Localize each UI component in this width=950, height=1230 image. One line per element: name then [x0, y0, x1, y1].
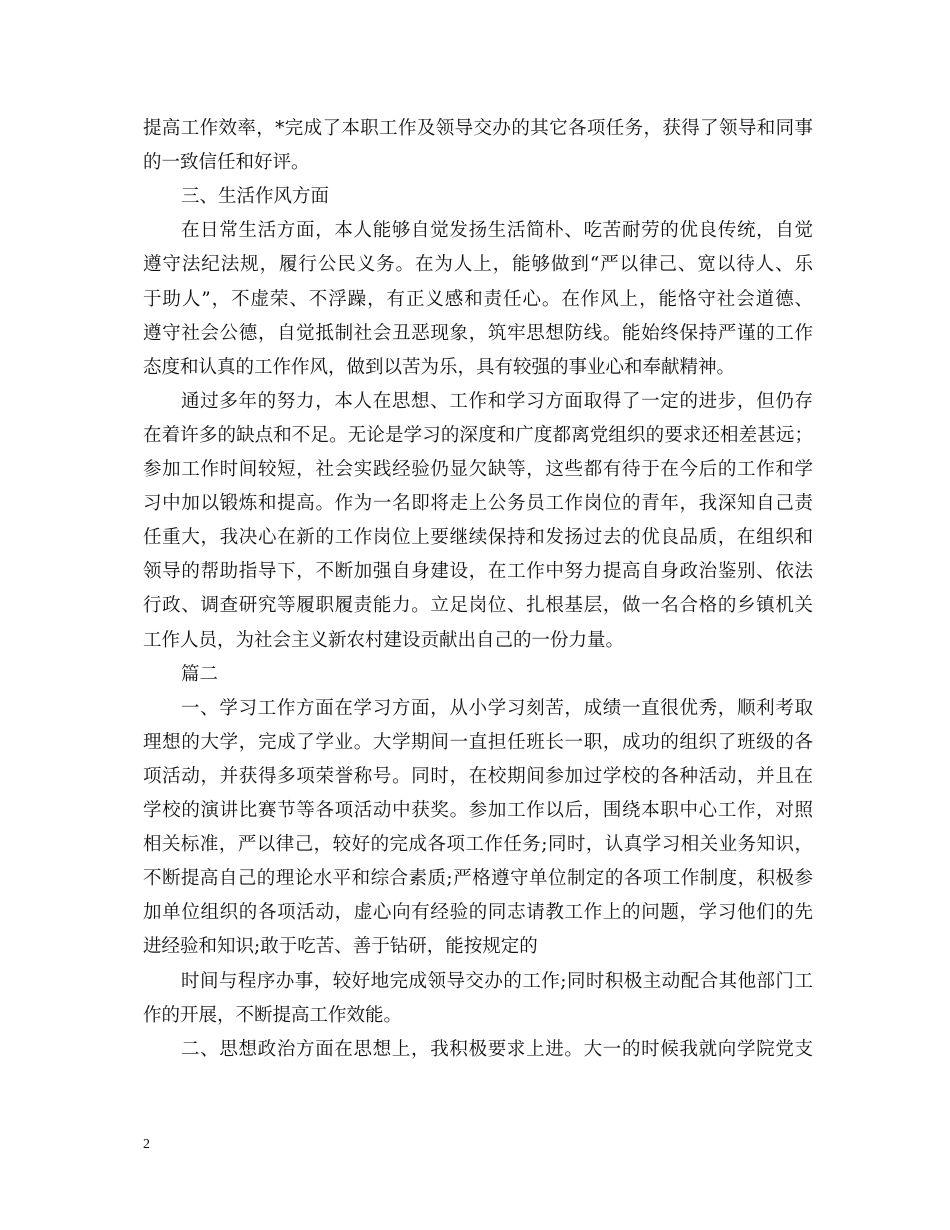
text-line: 提高工作效率，*完成了本职工作及领导交办的其它各项任务，获得了领导和同事: [143, 118, 813, 139]
text-line: 领导的帮助指导下，不断加强自身建设，在工作中努力提高自身政治鉴别、依法: [143, 561, 813, 583]
text-line: 参加工作时间较短，社会实践经验仍显欠缺等，这些都有待于在今后的工作和学: [143, 459, 813, 480]
text-line: 项活动，并获得多项荣誉称号。同时，在校期间参加过学校的各种活动，并且在: [143, 765, 813, 787]
text-line: 在日常生活方面，本人能够自觉发扬生活简朴、吃苦耐劳的优良传统，自觉: [181, 220, 813, 242]
text-line: 进经验和知识;敢于吃苦、善于钻研，能按规定的: [143, 936, 538, 958]
text-line: 三、生活作风方面: [181, 186, 330, 208]
text-line: 加单位组织的各项活动，虚心向有经验的同志请教工作上的问题，学习他们的先: [143, 902, 813, 924]
text-line: 态度和认真的工作作风，做到以苦为乐，具有较强的事业心和奉献精神。: [143, 356, 736, 378]
text-line: 工作人员，为社会主义新农村建设贡献出自己的一份力量。: [143, 629, 625, 651]
text-line: 遵守法纪法规，履行公民义务。在为人上，能够做到“严以律己、宽以待人、乐: [143, 254, 813, 276]
text-line: 作的开展，不断提高工作效能。: [143, 1004, 403, 1026]
text-line: 行政、调查研究等履职履责能力。立足岗位、扎根基层，做一名合格的乡镇机关: [143, 595, 813, 617]
text-line: 在着许多的缺点和不足。无论是学习的深度和广度都离党组织的要求还相差甚远；: [143, 424, 813, 446]
text-line: 一、学习工作方面在学习方面，从小学习刻苦，成绩一直很优秀，顺利考取: [181, 697, 813, 719]
text-line: 通过多年的努力，本人在思想、工作和学习方面取得了一定的进步，但仍存: [181, 390, 813, 412]
text-line: 遵守社会公德，自觉抵制社会丑恶现象，筑牢思想防线。能始终保持严谨的工作: [143, 322, 813, 344]
text-line: 时间与程序办事，较好地完成领导交办的工作;同时积极主动配合其他部门工: [181, 970, 813, 992]
text-line: 任重大，我决心在新的工作岗位上要继续保持和发扬过去的优良品质，在组织和: [143, 527, 813, 549]
text-line: 于助人”，不虚荣、不浮躁，有正义感和责任心。在作风上，能恪守社会道德、: [143, 288, 813, 310]
text-line: 的一致信任和好评。: [143, 152, 310, 174]
text-line: 相关标准，严以律己，较好的完成各项工作任务;同时，认真学习相关业务知识，: [143, 834, 813, 856]
text-line: 不断提高自己的理论水平和综合素质;严格遵守单位制定的各项工作制度，积极参: [143, 868, 813, 890]
text-line: 学校的演讲比赛节等各项活动中获奖。参加工作以后，围绕本职中心工作，对照: [143, 800, 813, 821]
page-number: 2: [143, 1137, 150, 1152]
text-line: 篇二: [181, 663, 219, 685]
text-line: 习中加以锻炼和提高。作为一名即将走上公务员工作岗位的青年，我深知自己责: [143, 493, 813, 515]
text-line: 二、思想政治方面在思想上，我积极要求上进。大一的时候我就向学院党支: [181, 1038, 813, 1060]
text-line: 理想的大学，完成了学业。大学期间一直担任班长一职，成功的组织了班级的各: [143, 731, 813, 753]
